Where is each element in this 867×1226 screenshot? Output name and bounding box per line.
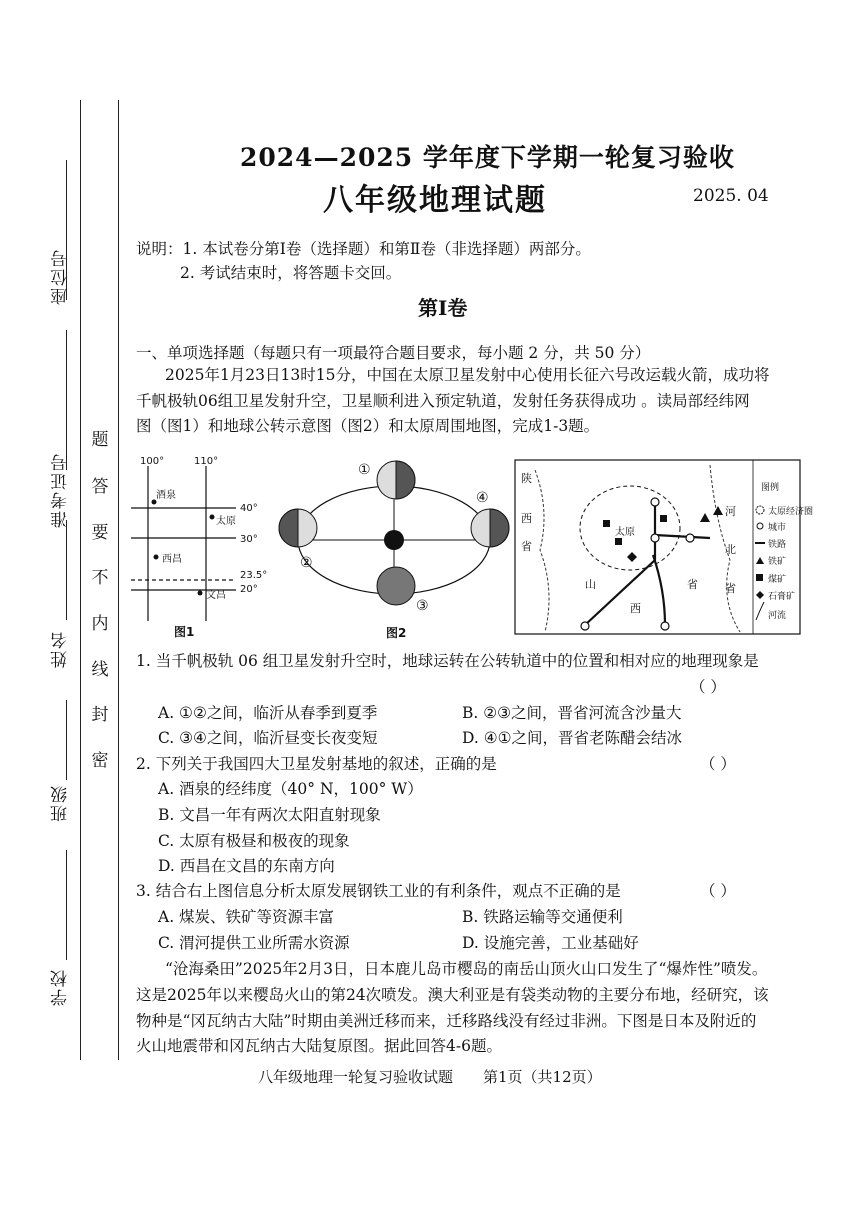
instruction-line2: 2. 考试结束时，将答题卡交回。: [180, 264, 402, 282]
legend-item: 河流: [768, 611, 787, 621]
fig2-pos-3: ③: [416, 598, 429, 614]
answer-paren: （ ）: [700, 755, 736, 773]
fig1-place-wenchang: 文昌: [206, 590, 226, 601]
seal-char: 密: [91, 751, 109, 771]
fig3-province: 省: [725, 582, 736, 595]
fig3-province: 山: [585, 578, 596, 591]
exam-no-label: 准考证号: [51, 452, 71, 528]
passage-line: 图（图1）和地球公转示意图（图2）和太原周围地图，完成1-3题。: [136, 417, 600, 435]
legend-item: 城市: [768, 523, 787, 533]
school-label: 学校: [51, 968, 71, 1006]
name-blank-line: [66, 520, 67, 620]
question-stem: 2. 下列关于我国四大卫星发射基地的叙述，正确的是: [136, 755, 497, 773]
seal-char: 线: [91, 660, 109, 680]
fig2-revolution-diagram: [276, 452, 512, 647]
question-stem: 3. 结合右上图信息分析太原发展钢铁工业的有利条件，观点不正确的是: [136, 882, 621, 900]
part1-heading: 一、单项选择题（每题只有一项最符合题目要求，每小题 2 分，共 50 分）: [136, 344, 651, 362]
option: D. 设施完善，工业基础好: [462, 934, 639, 952]
fig3-province: 河: [725, 505, 736, 518]
passage2-line: 这是2025年以来樱岛火山的第24次喷发。澳大利亚是有袋类动物的主要分布地，经研究，该: [136, 986, 769, 1004]
option: A. 煤炭、铁矿等资源丰富: [158, 908, 335, 926]
fig3-province: 西: [630, 602, 641, 615]
fig2-pos-2: ②: [300, 555, 313, 571]
fig3-province: 省: [687, 578, 698, 591]
legend-item: 石膏矿: [768, 592, 796, 602]
class-blank-line: [66, 700, 67, 780]
seal-char: 不: [91, 568, 109, 588]
page-footer: 八年级地理一轮复习验收试题 第1页（共12页）: [258, 1068, 602, 1086]
option: C. ③④之间，临沂昼变长夜变短: [158, 729, 378, 747]
binding-line-outer: [80, 100, 81, 1060]
answer-paren: （ ）: [690, 678, 726, 696]
fig1-place-jiuquan: 酒泉: [156, 490, 176, 501]
passage2-line: 物种是“冈瓦纳古大陆”时期由美洲迁移而来，迁移路线没有经过非洲。下图是日本及附近的: [136, 1012, 757, 1030]
fig1-lat-label: 20°: [240, 584, 258, 595]
section-title: 第Ⅰ卷: [418, 296, 468, 320]
fig3-province: 陕: [521, 472, 532, 485]
option: B. 铁路运输等交通便利: [462, 908, 623, 926]
instruction-line1: 说明：1. 本试卷分第Ⅰ卷（选择题）和第Ⅱ卷（非选择题）两部分。: [136, 240, 591, 258]
seal-char: 答: [91, 477, 109, 497]
fig3-province: 北: [725, 543, 736, 556]
option: A. ①②之间，临沂从春季到夏季: [158, 704, 378, 722]
question-stem: 1. 当千帆极轨 06 组卫星发射升空时，地球运转在公转轨道中的位置和相对应的地理现象是: [136, 652, 759, 670]
legend-item: 铁矿: [768, 557, 787, 567]
fig1-lat-label: 30°: [240, 534, 258, 545]
seal-char: 题: [91, 430, 109, 450]
fig3-city-taiyuan: 太原: [615, 527, 635, 538]
sun-icon: [384, 530, 404, 550]
fig2-caption: 图2: [386, 626, 407, 640]
fig1-lon-label: 100°: [140, 456, 165, 467]
option: D. 西昌在文昌的东南方向: [158, 857, 335, 875]
exam-title-line2: 八年级地理试题: [323, 183, 547, 218]
passage-line: 2025年1月23日13时15分，中国在太原卫星发射中心使用长征六号改运载火箭，成功将: [165, 366, 770, 384]
seal-char: 要: [91, 523, 109, 543]
seal-char: 封: [91, 705, 109, 725]
passage-line: 千帆极轨06组卫星发射升空，卫星顺利进入预定轨道，发射任务获得成功 。读局部经纬网: [136, 392, 750, 410]
legend-item: 铁路: [768, 540, 787, 550]
legend-item: 太原经济圈: [768, 507, 814, 517]
fig2-pos-1: ①: [358, 462, 371, 478]
fig1-place-xichang: 西昌: [162, 554, 182, 565]
option: B. 文昌一年有两次太阳直射现象: [158, 806, 381, 824]
fig3-province: 省: [521, 540, 532, 553]
option: C. 渭河提供工业所需水资源: [158, 934, 350, 952]
seat-label: 座位号: [51, 248, 71, 305]
exam-no-blank-line: [66, 330, 67, 470]
passage2-line: “沧海桑田”2025年2月3日，日本鹿儿岛市樱岛的南岳山顶火山口发生了“爆炸性”喷发。: [165, 960, 768, 978]
fig1-lon-label: 110°: [194, 456, 219, 467]
fig3-taiyuan-map: [515, 460, 814, 635]
exam-title-line1: 2024—2025 学年度下学期一轮复习验收: [240, 143, 735, 172]
fig1-lat-label: 40°: [240, 503, 258, 514]
option: D. ④①之间，晋省老陈醋会结冰: [462, 729, 683, 747]
passage2-line: 火山地震带和冈瓦纳古大陆复原图。据此回答4-6题。: [136, 1037, 502, 1055]
fig1-caption: 图1: [174, 625, 195, 639]
option: A. 酒泉的经纬度（40° N，100° W）: [158, 780, 423, 798]
fig1-place-taiyuan: 太原: [216, 516, 236, 527]
legend-item: 煤矿: [768, 575, 787, 585]
name-label: 姓名: [51, 630, 71, 668]
fig1-latlong-grid: [126, 456, 276, 646]
answer-paren: （ ）: [700, 882, 736, 900]
fig3-province: 西: [521, 512, 532, 525]
option: B. ②③之间，晋省河流含沙量大: [462, 704, 682, 722]
exam-date: 2025. 04: [693, 186, 769, 206]
fig2-pos-4: ④: [476, 490, 489, 506]
option: C. 太原有极昼和极夜的现象: [158, 832, 350, 850]
seal-char: 内: [91, 614, 109, 634]
school-blank-line: [66, 850, 67, 960]
fig1-lat-label: 23.5°: [240, 570, 268, 581]
binding-line-inner: [118, 100, 119, 1060]
class-label: 班级: [51, 784, 71, 822]
legend-title: 图例: [761, 483, 780, 493]
